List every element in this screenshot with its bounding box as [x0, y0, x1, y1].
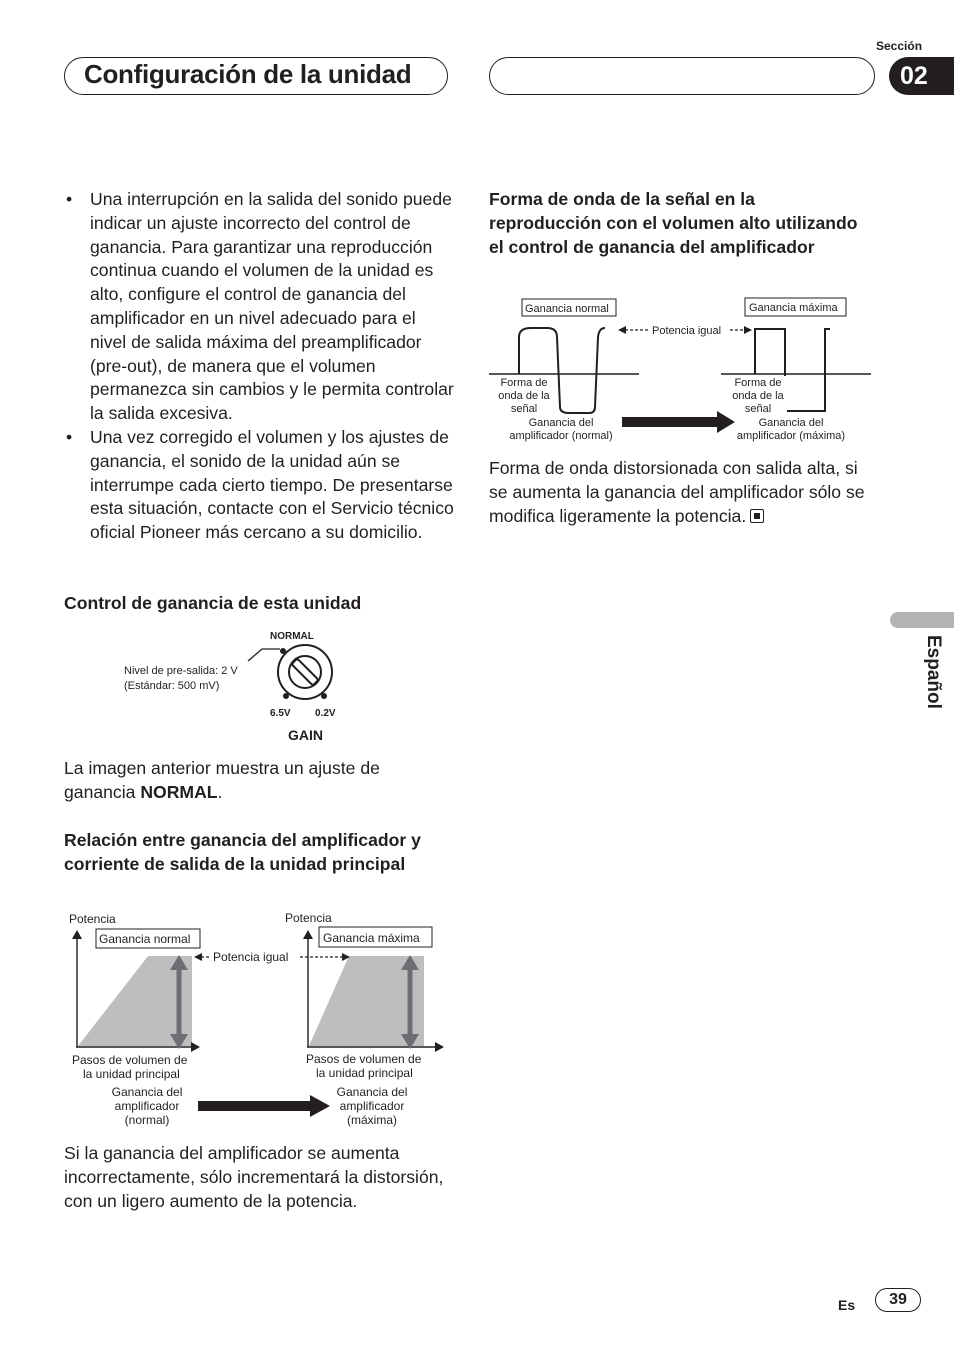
wave-caption-text: Forma de onda distorsionada con salida alta, si se aumenta la ganancia del amplificador sólo se modifica ligeramente la potencia.	[489, 458, 865, 526]
wave-label-left-1: Forma de	[500, 377, 548, 389]
gain-knob-diagram	[110, 625, 360, 747]
wave-label-right-2: onda de la	[732, 390, 784, 402]
wave-heading: Forma de onda de la señal en la reproducción con el volumen alto utilizando el control de ganancia del amplificador	[489, 189, 858, 257]
section-number-badge: 02	[889, 57, 954, 95]
y-axis-arrow-right	[303, 930, 313, 939]
wave-amp-left-1: Ganancia del	[528, 417, 594, 429]
page-number: 39	[875, 1288, 921, 1312]
end-mark-icon	[750, 509, 764, 523]
gain-caption-end: .	[217, 781, 223, 802]
language-tab	[890, 612, 954, 628]
wave-equal-arrow-left	[618, 326, 626, 334]
box-gain-normal-label: Ganancia normal	[99, 932, 191, 946]
amp-label-right-3: (máxima)	[347, 1113, 397, 1127]
relation-heading: Relación entre ganancia del amplificador y corriente de salida de la unidad principal	[64, 830, 421, 874]
gain-heading: Control de ganancia de esta unidad	[64, 593, 362, 613]
transition-arrow-body	[198, 1101, 314, 1111]
wave-equal-arrow-right	[744, 326, 752, 334]
wave-amp-left-2: amplificador (normal)	[509, 430, 613, 442]
x-axis-arrow-left	[191, 1042, 200, 1052]
gain-diagram-label-1: Nivel de pre-salida: 2 V	[124, 665, 238, 677]
y-axis-arrow-left	[72, 930, 82, 939]
right-mark: 0.2V	[315, 708, 336, 719]
gain-diagram-label-2: (Estándar: 500 mV)	[124, 680, 220, 692]
amp-label-left-2: amplificador	[114, 1099, 180, 1113]
power-axis-label-right: Potencia	[285, 911, 332, 925]
bullet-text: Una vez corregido el volumen y los ajustes de ganancia, el sonido de la unidad aún se interrumpe cada cierto tiempo. De presentarse esta situación, contacte con el Servicio técnico oficial Pioneer más cercano a su domicilio.	[90, 426, 454, 543]
gain-power-diagram	[64, 906, 459, 1131]
amp-label-right-2: amplificador	[339, 1099, 405, 1113]
list-item	[64, 426, 454, 545]
relation-caption: Si la ganancia del amplificador se aumenta incorrectamente, sólo incrementará la distorsión, con un ligero aumento de la potencia.	[64, 1143, 444, 1211]
left-dot	[283, 693, 289, 699]
amp-label-left-1: Ganancia del	[111, 1085, 183, 1099]
wave-box-normal-label: Ganancia normal	[525, 303, 609, 315]
wave-amp-right-2: amplificador (máxima)	[736, 430, 846, 442]
header-blank-frame	[489, 57, 875, 95]
gain-caption-bold: NORMAL	[140, 781, 218, 802]
gain-caption	[64, 757, 449, 805]
bullet-text: Una interrupción en la salida del sonido puede indicar un ajuste incorrecto del control de ganancia. Para garantizar una reproducción continua cuando el volumen de la unidad es alto, configure el control de ganancia del amplificador en un nivel adecuado para el nivel de salida máxima del preamplificador (pre-out), de manera que el volumen permanezca sin cambios y le permita controlar la salida excesiva.	[90, 189, 454, 424]
wave-label-right-3: señal	[744, 403, 772, 415]
footer-lang-code: Es	[838, 1297, 856, 1313]
steps-label-right-1: Pasos de volumen de	[306, 1052, 422, 1066]
bullet-list	[64, 188, 454, 545]
wave-label-left-2: onda de la	[498, 390, 550, 402]
amp-label-right-1: Ganancia del	[336, 1085, 408, 1099]
bullet-icon: •	[66, 426, 73, 447]
wave-box-max-label: Ganancia máxima	[749, 302, 838, 314]
steps-label-left-2: la unidad principal	[83, 1067, 180, 1081]
wave-transition-arrow-body	[622, 417, 720, 427]
normal-dot	[280, 648, 286, 654]
list-item	[64, 188, 454, 426]
waveform-diagram	[489, 295, 874, 445]
language-label: Español	[923, 635, 944, 709]
wave-caption	[489, 457, 869, 528]
wave-equal-label: Potencia igual	[652, 325, 722, 337]
x-axis-arrow-right	[435, 1042, 444, 1052]
power-axis-label-left: Potencia	[69, 912, 116, 926]
wave-label-right-1: Forma de	[734, 377, 782, 389]
steps-label-left-1: Pasos de volumen de	[72, 1053, 188, 1067]
gain-label: GAIN	[288, 727, 323, 743]
wave-amp-right-1: Ganancia del	[758, 417, 824, 429]
bullet-icon: •	[66, 189, 73, 209]
left-mark: 6.5V	[270, 708, 291, 719]
normal-mark: NORMAL	[270, 631, 314, 642]
right-dot	[321, 693, 327, 699]
transition-arrow-head	[310, 1095, 330, 1117]
steps-label-right-2: la unidad principal	[316, 1066, 413, 1080]
pointer-line	[248, 649, 280, 661]
section-label: Sección	[876, 39, 923, 53]
equal-arrow-left	[194, 953, 202, 961]
amp-label-left-3: (normal)	[124, 1113, 170, 1127]
box-gain-max-label: Ganancia máxima	[323, 931, 420, 945]
gain-caption-text: La imagen anterior muestra un ajuste de ganancia	[64, 758, 380, 802]
page-title: Configuración de la unidad	[84, 59, 412, 89]
wave-label-left-3: señal	[510, 403, 538, 415]
equal-power-label: Potencia igual	[213, 950, 289, 964]
